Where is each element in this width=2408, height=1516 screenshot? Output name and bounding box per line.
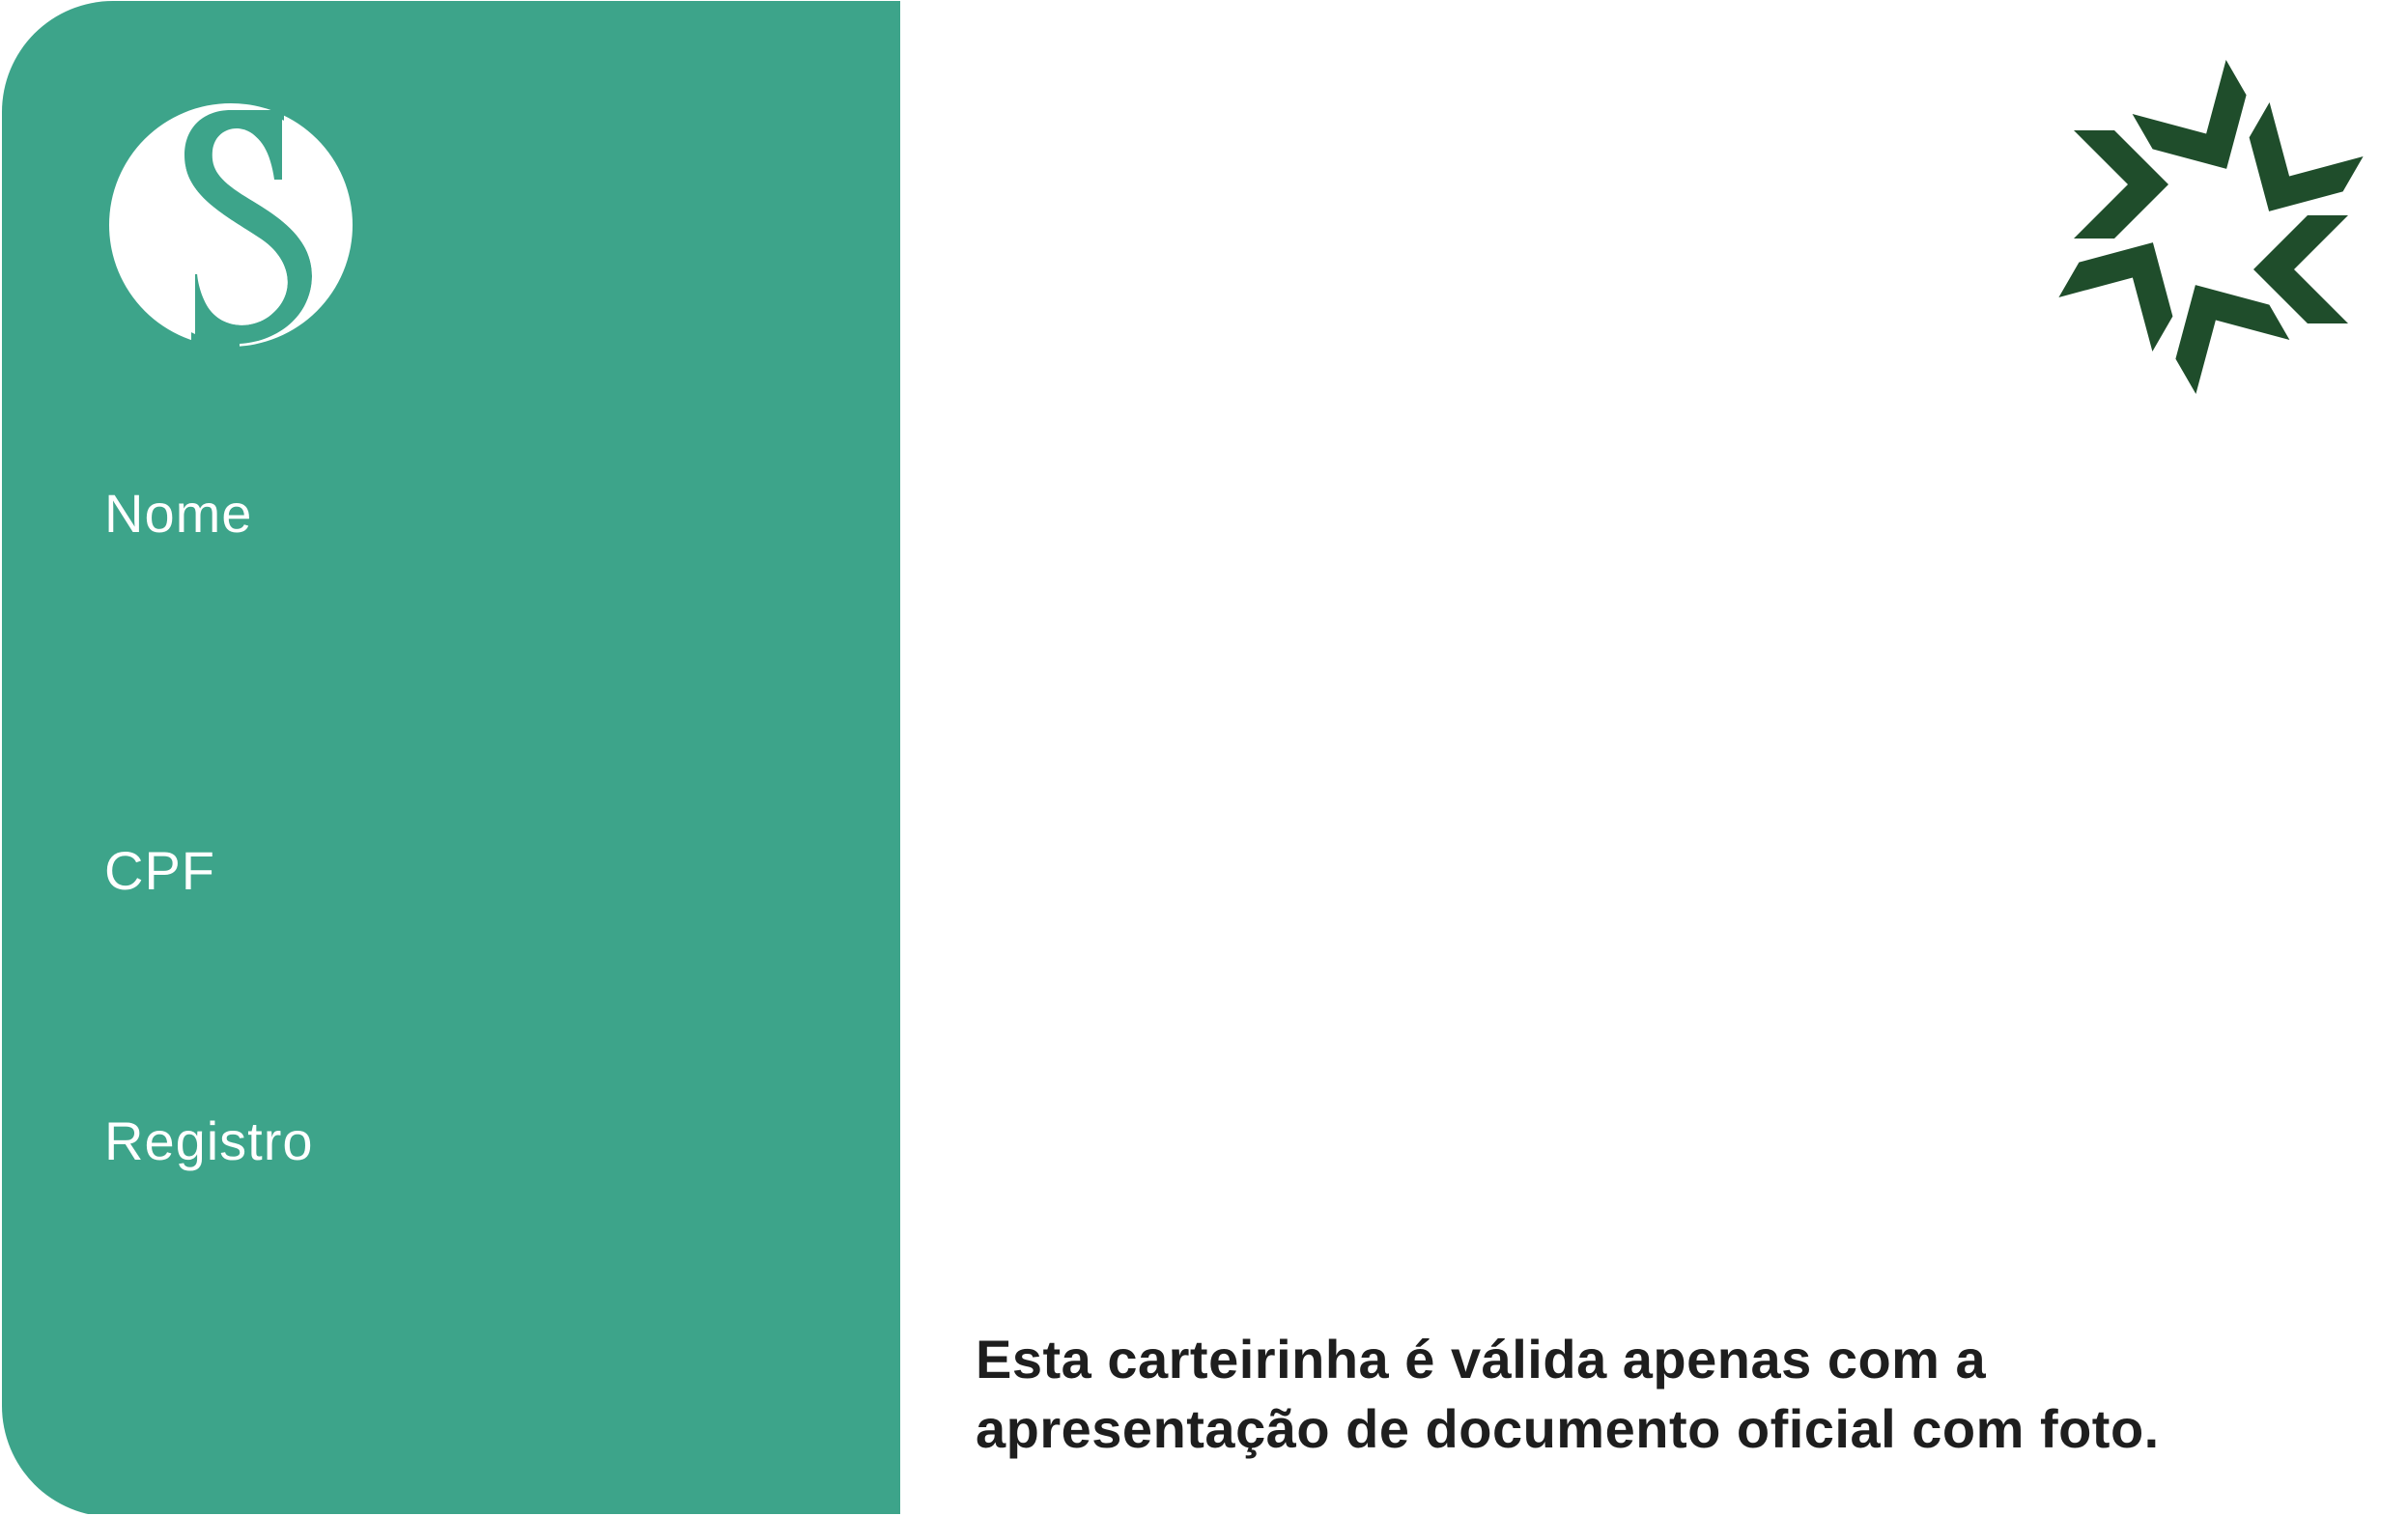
nome-label: Nome [104, 483, 253, 544]
s-monogram-logo-icon [104, 102, 357, 348]
notice-line-2: apresentação de documento oficial com foto. [976, 1398, 2160, 1459]
notice-line-1: Esta carteirinha é válida apenas com a [976, 1329, 1987, 1390]
cpf-label: CPF [104, 840, 215, 901]
registro-label: Registro [104, 1110, 314, 1171]
validity-notice [976, 1325, 2366, 1464]
star-arrows-emblem-icon [2052, 58, 2370, 396]
